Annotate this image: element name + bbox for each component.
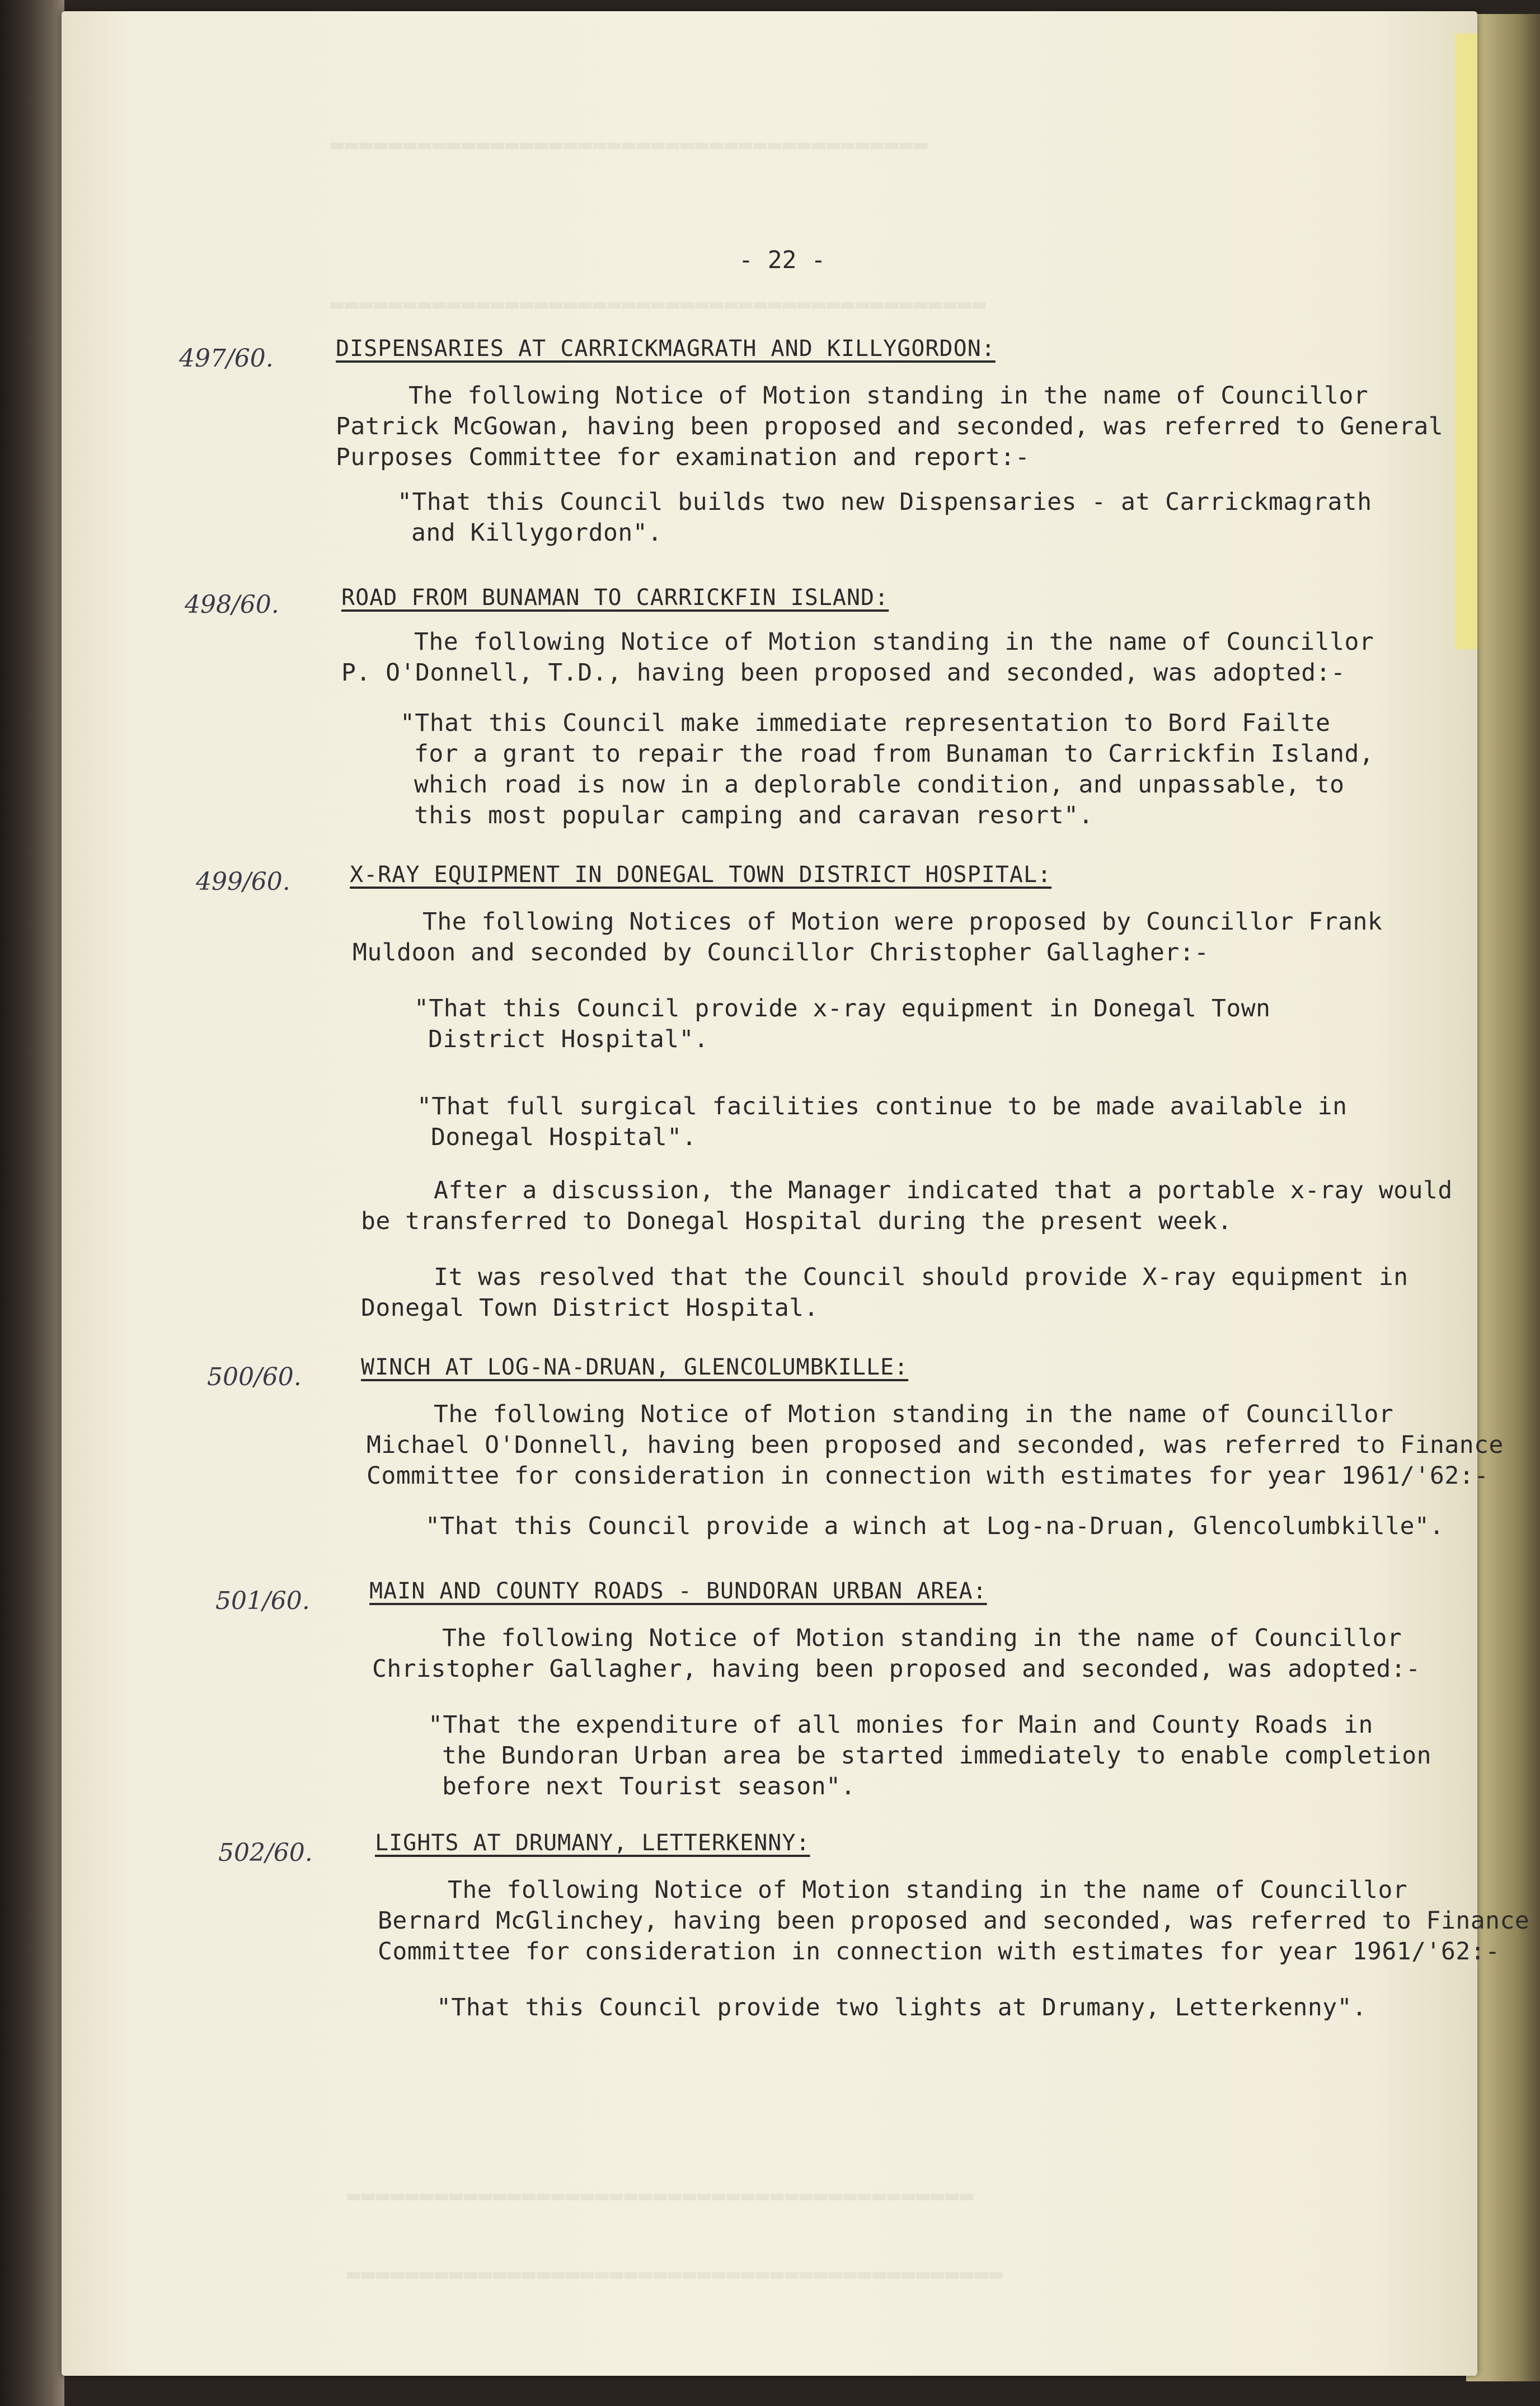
minute-number: 500/60. — [207, 1363, 302, 1391]
note-line: After a discussion, the Manager indicated that a portable x-ray would — [434, 1176, 1453, 1204]
yellow-paper-edge — [1455, 34, 1477, 649]
minute-number: 498/60. — [185, 590, 279, 619]
item-heading: ROAD FROM BUNAMAN TO CARRICKFIN ISLAND: — [341, 585, 889, 611]
minute-number: 502/60. — [218, 1838, 313, 1867]
motion-line: "That full surgical facilities continue to be made available in — [417, 1092, 1348, 1120]
motion-line: which road is now in a deplorable condition, and unpassable, to — [414, 771, 1345, 799]
bleed-through-text: ▬▬▬▬▬▬▬▬▬▬▬▬▬▬▬▬▬▬▬▬▬▬▬▬▬▬▬▬▬▬▬▬▬▬▬▬▬▬▬▬▬▬▬▬▬ — [330, 291, 987, 317]
minute-number: 497/60. — [179, 344, 274, 373]
intro-line: The following Notice of Motion standing in the name of Councillor — [434, 1400, 1394, 1428]
item-heading: X-RAY EQUIPMENT IN DONEGAL TOWN DISTRICT HOSPITAL: — [350, 862, 1052, 888]
page-number: - 22 - — [739, 246, 826, 274]
intro-line: Michael O'Donnell, having been proposed and seconded, was referred to Finance — [367, 1431, 1504, 1459]
intro-line: Committee for consideration in connection with estimates for year 1961/'62:- — [378, 1938, 1500, 1966]
motion-line: the Bundoran Urban area be started immediately to enable completion — [442, 1742, 1432, 1770]
item-heading: MAIN AND COUNTY ROADS - BUNDORAN URBAN AREA: — [369, 1578, 987, 1604]
note-line: Donegal Town District Hospital. — [361, 1294, 819, 1322]
intro-line: Christopher Gallagher, having been proposed and seconded, was adopted:- — [372, 1655, 1421, 1683]
intro-line: Muldoon and seconded by Councillor Christopher Gallagher:- — [353, 939, 1209, 967]
minute-number: 501/60. — [215, 1587, 310, 1615]
intro-line: The following Notice of Motion standing in the name of Councillor — [409, 382, 1369, 410]
book-binding — [0, 0, 64, 2406]
motion-line: this most popular camping and caravan resort". — [414, 801, 1093, 829]
item-heading: WINCH AT LOG-NA-DRUAN, GLENCOLUMBKILLE: — [361, 1354, 909, 1380]
bleed-through-text: ▬▬▬▬▬▬▬▬▬▬▬▬▬▬▬▬▬▬▬▬▬▬▬▬▬▬▬▬▬▬▬▬▬▬▬▬▬▬▬▬▬▬▬▬▬ — [347, 2261, 1004, 2287]
motion-line: "That the expenditure of all monies for Main and County Roads in — [428, 1711, 1373, 1739]
minute-number: 499/60. — [196, 867, 290, 896]
intro-line: The following Notice of Motion standing in the name of Councillor — [448, 1876, 1408, 1904]
intro-line: Purposes Committee for examination and report:- — [336, 443, 1030, 471]
note-line: It was resolved that the Council should provide X-ray equipment in — [434, 1263, 1408, 1291]
motion-line: "That this Council provide a winch at Log-na-Druan, Glencolumbkille". — [425, 1512, 1444, 1540]
item-heading: DISPENSARIES AT CARRICKMAGRATH AND KILLYGORDON: — [336, 336, 996, 362]
bleed-through-text: ▬▬▬▬▬▬▬▬▬▬▬▬▬▬▬▬▬▬▬▬▬▬▬▬▬▬▬▬▬▬▬▬▬▬▬▬▬▬▬▬▬▬▬ — [347, 2183, 975, 2208]
intro-line: The following Notice of Motion standing in the name of Councillor — [442, 1624, 1402, 1652]
motion-line: Donegal Hospital". — [431, 1123, 697, 1151]
motion-line: "That this Council provide x-ray equipment in Donegal Town — [414, 995, 1271, 1023]
bleed-through-text: ▬▬▬▬▬▬▬▬▬▬▬▬▬▬▬▬▬▬▬▬▬▬▬▬▬▬▬▬▬▬▬▬▬▬▬▬▬▬▬▬▬ — [330, 132, 929, 157]
intro-line: The following Notices of Motion were proposed by Councillor Frank — [422, 908, 1383, 936]
motion-line: for a grant to repair the road from Bunaman to Carrickfin Island, — [414, 740, 1374, 768]
intro-line: Patrick McGowan, having been proposed and seconded, was referred to General — [336, 412, 1444, 440]
item-heading: LIGHTS AT DRUMANY, LETTERKENNY: — [375, 1830, 810, 1856]
intro-line: Bernard McGlinchey, having been proposed and seconded, was referred to Finance — [378, 1907, 1530, 1935]
intro-line: The following Notice of Motion standing in the name of Councillor — [414, 628, 1374, 656]
motion-line: "That this Council builds two new Dispensaries - at Carrickmagrath — [397, 488, 1372, 516]
motion-line: District Hospital". — [428, 1025, 709, 1053]
intro-line: Committee for consideration in connection with estimates for year 1961/'62:- — [367, 1462, 1489, 1490]
intro-line: P. O'Donnell, T.D., having been proposed and seconded, was adopted:- — [341, 659, 1346, 687]
motion-line: "That this Council provide two lights at Drumany, Letterkenny". — [436, 1994, 1367, 2022]
motion-line: and Killygordon". — [411, 519, 663, 547]
note-line: be transferred to Donegal Hospital during the present week. — [361, 1207, 1232, 1235]
motion-line: "That this Council make immediate representation to Bord Failte — [400, 709, 1331, 737]
motion-line: before next Tourist season". — [442, 1772, 856, 1800]
